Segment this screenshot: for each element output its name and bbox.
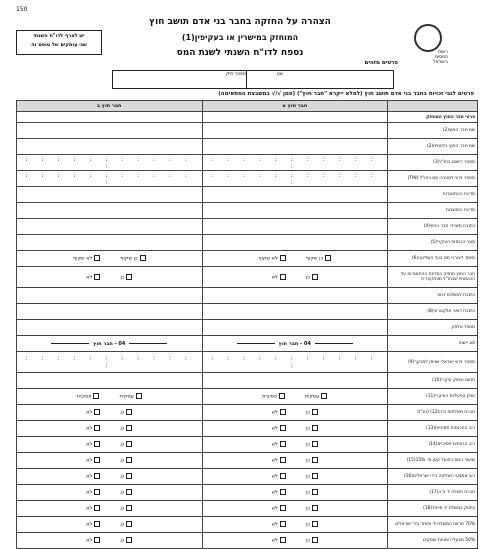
entity-b-digit-input[interactable]: : : : : : : : : : : : : (17, 155, 203, 171)
entity-a-yes-option[interactable]: כן (306, 409, 318, 416)
table-row (17, 405, 478, 421)
table-row (17, 453, 478, 469)
section-title: פרטי חבר החוץ המוחזק (388, 112, 478, 123)
entity-b-no-option[interactable]: לא (86, 441, 100, 448)
entity-b-input[interactable] (17, 219, 203, 235)
entity-a-yes-option[interactable]: כן (306, 489, 318, 496)
check-row-label: 70% מרווח המשלח יד מיוחד בידי ישראלים (388, 517, 478, 533)
checkbox-icon (126, 457, 132, 463)
entity-a-type: 04 - חבר חוץ (202, 336, 388, 352)
checkbox-icon (325, 255, 331, 261)
entity-a-yes-option[interactable]: כן (306, 521, 318, 528)
entity-b-no-option[interactable]: לא (86, 505, 100, 512)
entity-b-no-option[interactable]: לא (86, 521, 100, 528)
table-row (17, 517, 478, 533)
entity-a-yes-option[interactable]: כן (306, 274, 318, 281)
entity-a-no-option[interactable]: לא (272, 409, 286, 416)
table-row: סוג יישות 04 - חבר חוץ 04 - חבר חוץ (17, 336, 478, 352)
entity-b-digit-input[interactable]: : : : : : : : : : : : : (17, 171, 203, 187)
checkbox-icon (126, 521, 132, 527)
entity-a-input[interactable] (202, 219, 388, 235)
table-row: מספר זיהוי למטרכי מס בחו"ל (TIN) : : : : : : : : : : : : : : : : : : : : : : : : (17, 171, 478, 187)
entity-b-yes-option[interactable]: כן (120, 409, 132, 416)
entity-a-no-option[interactable]: לא (272, 441, 286, 448)
table-row: סוגר הכנסות העיקרי(5) (17, 235, 478, 251)
entity-b-yes-option[interactable]: כן (120, 537, 132, 544)
entity-b-input[interactable] (17, 123, 203, 139)
table-row: מדינת התושבות (17, 203, 478, 219)
table-row: מספר רישום בחו"ל(3) : : : : : : : : : : : : : : : : : : : : : : : : (17, 155, 478, 171)
entity-a-business-option[interactable]: עסקית (305, 393, 327, 400)
entity-a-input[interactable] (202, 304, 388, 320)
note-line-2: שני עותקים של טופס זה (31, 42, 87, 48)
check-row-label: עיסוק במשלח יד מיוחד(18) (388, 501, 478, 517)
personal-details-box[interactable] (112, 70, 394, 89)
entity-a-no-option[interactable]: לא שקוף (258, 255, 285, 262)
checkbox-icon (126, 425, 132, 431)
entity-b-yes-option[interactable]: כן שקוף (120, 255, 145, 262)
entity-b-no-option[interactable]: לא (86, 457, 100, 464)
table-row: אופן הפעילות העיקרי(11) עסקיתפסיבית עסקיתפסיבית (17, 389, 478, 405)
entity-a-input[interactable] (202, 235, 388, 251)
checkbox-icon (312, 425, 318, 431)
check-row-label: 50% מבעלי המניות עוסקים (388, 533, 478, 549)
entity-a-digit-input[interactable]: : : : : : : : : : : : : (202, 352, 388, 373)
entity-b-input[interactable] (17, 288, 203, 304)
check-row-label: רוב ההכנסות פסיביות(13) (388, 421, 478, 437)
entity-a-input[interactable] (202, 203, 388, 219)
check-row-label: רוב אמצעי השליטה בידי ישראלים(16) (388, 469, 478, 485)
checkbox-icon (94, 409, 100, 415)
table-row: תחום עיסוק עיקרי(10) (17, 373, 478, 389)
checkbox-icon (136, 393, 142, 399)
entity-b-input[interactable] (17, 373, 203, 389)
table-row: מספר זיהוי ישראלי שניתן למבקר(9) : : : : : : : : : : : : : : : : : : : : : : : : (17, 352, 478, 373)
entity-b-type: 04 - חבר חוץ (17, 336, 203, 352)
table-row (17, 437, 478, 453)
entity-b-input[interactable] (17, 235, 203, 251)
entity-a-no-option[interactable]: לא (272, 537, 286, 544)
table-row (17, 421, 478, 437)
entity-a-no-option[interactable]: לא (272, 457, 286, 464)
form-annex-title: נספח לדו"ח השנתי לשנת המס (176, 48, 304, 58)
file-number-label: מספר תיק (226, 72, 246, 77)
entity-b-no-option[interactable]: לא (86, 473, 100, 480)
checkbox-icon (126, 473, 132, 479)
checkbox-icon (94, 537, 100, 543)
table-row: מדינת ההתאגדות (17, 187, 478, 203)
entity-a-yes-option[interactable]: כן שקוף (306, 255, 331, 262)
checkbox-icon (312, 521, 318, 527)
table-row: כתובת דואר אלקטרוני(8) (17, 304, 478, 320)
checkbox-icon (94, 505, 100, 511)
entity-a-no-option[interactable]: לא (272, 505, 286, 512)
checkbox-icon (280, 425, 286, 431)
table-row: מספר טלפון (17, 320, 478, 336)
checkbox-icon (312, 441, 318, 447)
entity-a-digit-input[interactable]: : : : : : : : : : : : : (202, 171, 388, 187)
entity-b-input[interactable] (17, 187, 203, 203)
checkbox-icon (312, 457, 318, 463)
entity-b-yes-option[interactable]: כן (120, 425, 132, 432)
entity-b-yes-option[interactable]: כן (120, 457, 132, 464)
table-row (17, 501, 478, 517)
check-row-label: חברת מאלחות זרה(12) (חנ"ז) (388, 405, 478, 421)
entity-b-no-option[interactable]: לא שקוף (73, 255, 100, 262)
entity-a-input[interactable] (202, 187, 388, 203)
entity-a-input[interactable] (202, 288, 388, 304)
header-label-cell (388, 101, 478, 112)
checkbox-icon (94, 473, 100, 479)
table-row: כתובת משרדי חבר החוץ(4) (17, 219, 478, 235)
entity-b-digit-input[interactable]: : : : : : : : : : : : : (17, 352, 203, 373)
entity-b-passive-option[interactable]: פסיבית (77, 393, 100, 400)
entity-a-yes-option[interactable]: כן (306, 473, 318, 480)
checkbox-icon (94, 521, 100, 527)
checkbox-icon (94, 425, 100, 431)
checkbox-icon (280, 274, 286, 280)
entity-a-yes-option[interactable]: כן (306, 425, 318, 432)
instructions-text: פרטים לגבי זכויות בחבר בני אדם תושב חוץ (למלא ייקרא "חבר חוץ") (סמן √/√ במשבצת המתאימה) (218, 91, 474, 97)
checkbox-icon (126, 274, 132, 280)
checkbox-icon (280, 409, 286, 415)
table-row: כתובת למשלוח דואר (17, 288, 478, 304)
checkbox-icon (94, 274, 100, 280)
personal-details-label: פרטים מזהים (364, 60, 398, 66)
entity-a-yes-option[interactable]: כן (306, 441, 318, 448)
logo-text: רשות המסים בישראל (433, 50, 448, 65)
entity-a-no-option[interactable]: לא (272, 521, 286, 528)
table-row: מיוסד לצורכי מס בעל השליטה(6) כן שקוףלא שקוף כן שקוףלא שקוף (17, 251, 478, 267)
checkbox-icon (321, 393, 327, 399)
checkbox-icon (126, 441, 132, 447)
check-row-label: חברת משלח יד זרה(17) (388, 485, 478, 501)
entity-a-yes-option[interactable]: כן (306, 505, 318, 512)
entity-b-yes-option[interactable]: כן (120, 274, 132, 281)
checkbox-icon (126, 489, 132, 495)
header-entity-a: חבר חוץ א (202, 101, 388, 112)
checkbox-icon (280, 489, 286, 495)
checkbox-icon (280, 537, 286, 543)
checkbox-icon (312, 489, 318, 495)
entity-b-yes-option[interactable]: כן (120, 505, 132, 512)
checkbox-icon (312, 537, 318, 543)
entity-b-input[interactable] (17, 320, 203, 336)
table-row (17, 485, 478, 501)
entity-a-no-option[interactable]: לא (272, 425, 286, 432)
entity-a-no-option[interactable]: לא (272, 489, 286, 496)
entity-b-no-option[interactable]: לא (86, 489, 100, 496)
checkbox-icon (279, 393, 285, 399)
entity-b-no-option[interactable]: לא (86, 537, 100, 544)
entity-a-yes-option[interactable]: כן (306, 537, 318, 544)
entity-b-business-option[interactable]: עסקית (119, 393, 141, 400)
entity-a-yes-option[interactable]: כן (306, 457, 318, 464)
entity-b-yes-option[interactable]: כן (120, 489, 132, 496)
checkbox-icon (312, 505, 318, 511)
check-row-label: רוב הרווחים פסיביים(14) (388, 437, 478, 453)
entity-b-yes-option[interactable]: כן (120, 441, 132, 448)
table-row: שם חבר החוץ בלועזית(2) (17, 139, 478, 155)
checkbox-icon (280, 457, 286, 463)
checkbox-icon (93, 393, 99, 399)
entity-a-input[interactable] (202, 139, 388, 155)
section-row (17, 112, 478, 123)
form-title: הצהרה על החזקה בחבר בני אדם תושב חוץ (149, 17, 331, 27)
check-row-label: שיעור המס בפועל קטן מ- 15%(15) (388, 453, 478, 469)
entity-a-input[interactable] (202, 320, 388, 336)
entity-b-yes-option[interactable]: כן (120, 521, 132, 528)
entity-a-no-option[interactable]: לא (272, 473, 286, 480)
entity-a-no-option[interactable]: לא (272, 274, 286, 281)
entity-b-yes-option[interactable]: כן (120, 473, 132, 480)
table-row (17, 469, 478, 485)
checkbox-icon (94, 441, 100, 447)
form-number: 150 (16, 6, 28, 13)
entity-a-passive-option[interactable]: פסיבית (262, 393, 285, 400)
checkbox-icon (126, 409, 132, 415)
entity-b-input[interactable] (17, 304, 203, 320)
entity-a-digit-input[interactable]: : : : : : : : : : : : : (202, 155, 388, 171)
form-subtitle: המוחזק במישרין או בעקיפין(1) (181, 33, 299, 42)
entity-b-no-option[interactable]: לא (86, 409, 100, 416)
checkbox-icon (94, 489, 100, 495)
entity-b-no-option[interactable]: לא (86, 274, 100, 281)
table-row: שם חבר החוץ(2) (17, 123, 478, 139)
checkbox-icon (94, 457, 100, 463)
checkbox-icon (280, 473, 286, 479)
checkbox-icon (280, 441, 286, 447)
header-entity-b: חבר חוץ ב (17, 101, 203, 112)
table-row (17, 533, 478, 549)
name-field-label: שם (276, 72, 283, 77)
entity-a-input[interactable] (202, 123, 388, 139)
entity-a-input[interactable] (202, 373, 388, 389)
checkbox-icon (126, 505, 132, 511)
foreign-entity-table (16, 100, 478, 549)
checkbox-icon (94, 255, 100, 261)
checkbox-icon (312, 473, 318, 479)
entity-b-no-option[interactable]: לא (86, 425, 100, 432)
checkbox-icon (140, 255, 146, 261)
checkbox-icon (280, 521, 286, 527)
checkbox-icon (312, 274, 318, 280)
checkbox-icon (312, 409, 318, 415)
checkbox-icon (280, 505, 286, 511)
checkbox-icon (126, 537, 132, 543)
entity-b-input[interactable] (17, 203, 203, 219)
checkbox-icon (280, 255, 286, 261)
table-header-row (17, 101, 478, 112)
entity-b-input[interactable] (17, 139, 203, 155)
note-line-1: יש לצרף לדו"ח השנתי (33, 33, 85, 39)
tax-authority-logo (402, 24, 448, 64)
table-row: חבר החוץ מחזיק במדינת ההתאגדות על הכנסותיו שבחו"ל מוחזקות לו כןלא כןלא (17, 267, 478, 288)
